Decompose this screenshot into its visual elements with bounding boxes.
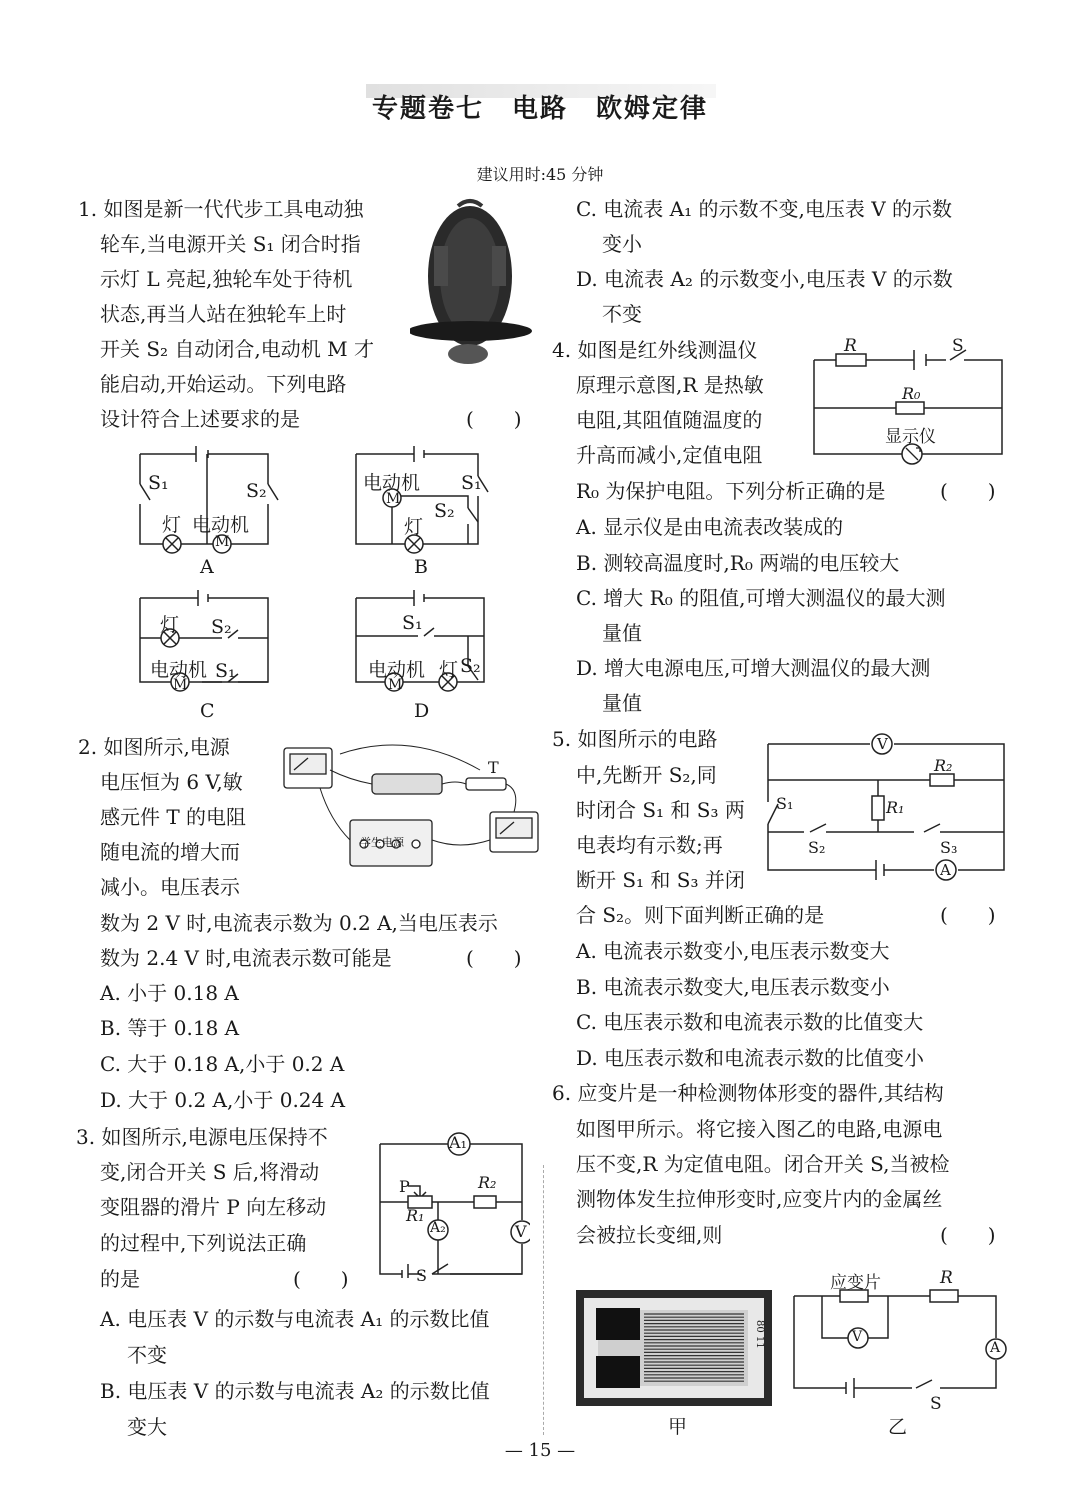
q2-line: 随电流的增大而 [100, 840, 240, 864]
q4-option-d-cont: 量值 [602, 691, 642, 715]
q1c-lamp: 灯 [160, 614, 180, 636]
q5-line: 电表均有示数;再 [576, 833, 723, 857]
q2-element-t: T [488, 758, 499, 777]
q2-option-a: A. 小于 0.18 A [100, 981, 239, 1005]
q2-supply-label: 学生电源 [360, 836, 404, 849]
q6-v: V [852, 1329, 863, 1345]
q5-line: 合 S₂。则下面判断正确的是 [576, 903, 825, 927]
q6-s: S [930, 1394, 942, 1414]
column-divider [543, 1165, 544, 1435]
q6-gauge-label: 应变片 [830, 1273, 881, 1293]
page-number: — 15 — [504, 1440, 576, 1461]
q1-circuit-b [348, 446, 498, 556]
suggested-time: 建议用时:45 分钟 [476, 165, 604, 184]
q3-s: S [416, 1266, 427, 1285]
q5-option-b: B. 电流表示数变大,电压表示数变小 [576, 975, 890, 999]
q6-line: 测物体发生拉伸形变时,应变片内的金属丝 [576, 1187, 943, 1211]
q1b-s1: S₁ [461, 472, 482, 494]
q4-line: 原理示意图,R 是热敏 [576, 373, 764, 397]
page-title: 专题卷七 电路 欧姆定律 [371, 94, 708, 124]
q5-line: 5. 如图所示的电路 [552, 727, 718, 751]
q1-line: 示灯 L 亮起,独轮车处于待机 [100, 267, 353, 291]
q6-a: A [990, 1340, 1001, 1356]
q5-s1: S₁ [776, 794, 794, 813]
q3-option-d: D. 电流表 A₂ 的示数变小,电压表 V 的示数 [576, 267, 953, 291]
q4-r: R [844, 336, 857, 356]
figure-yi-label: 乙 [888, 1416, 908, 1438]
q1a-lamp: 灯 [162, 514, 182, 536]
q3-option-b: B. 电压表 V 的示数与电流表 A₂ 的示数比值 [100, 1379, 490, 1403]
q2-line: 数为 2 V 时,电流表示数为 0.2 A,当电压表示 [100, 911, 498, 935]
q1a-s2: S₂ [246, 480, 267, 502]
q3-r2: R₂ [478, 1173, 497, 1192]
q5-a: A [940, 861, 951, 879]
q5-line: 中,先断开 S₂,同 [576, 763, 717, 787]
q3-line: 变,闭合开关 S 后,将滑动 [100, 1160, 320, 1184]
q3-option-a-cont: 不变 [127, 1343, 167, 1367]
q3-r1: R₁ [406, 1206, 425, 1225]
q1d-s2: S₂ [460, 655, 481, 677]
q1b-s2: S₂ [434, 500, 455, 522]
q1-line: 状态,再当人站在独轮车上时 [100, 302, 347, 326]
q1d-m: M [388, 677, 403, 693]
unicycle-photo [410, 196, 535, 366]
q1d-s1: S₁ [402, 612, 423, 634]
q5-line: 时闭合 S₁ 和 S₃ 两 [576, 798, 745, 822]
q4-line: 电阻,其阻值随温度的 [576, 408, 763, 432]
q5-option-d: D. 电压表示数和电流表示数的比值变小 [576, 1046, 925, 1070]
q1a-motor: 电动机 [192, 514, 250, 536]
q3-option-d-cont: 不变 [602, 302, 642, 326]
q4-s: S [952, 336, 964, 356]
q1d-motor: 电动机 [368, 659, 426, 681]
q6-r: R [940, 1268, 953, 1288]
answer-bracket: ( ) [466, 946, 522, 970]
q3-v: V [515, 1222, 527, 1241]
q1-line: 1. 如图是新一代代步工具电动独 [78, 197, 364, 221]
q5-r2: R₂ [934, 756, 953, 775]
q6-line: 压不变,R 为定值电阻。闭合开关 S,当被检 [576, 1152, 950, 1176]
q2-line: 减小。电压表示 [100, 875, 240, 899]
strain-gauge-photo [576, 1290, 772, 1406]
q5-s2: S₂ [808, 838, 826, 857]
answer-bracket: ( ) [940, 903, 996, 927]
q1-line: 开关 S₂ 自动闭合,电动机 M 才 [100, 337, 374, 361]
option-d-label: D [414, 700, 430, 722]
q2-line: 电压恒为 6 V,敏 [100, 770, 243, 794]
q5-option-a: A. 电流表示数变小,电压表示数变大 [576, 939, 890, 963]
q2-line: 2. 如图所示,电源 [78, 735, 230, 759]
q5-line: 断开 S₁ 和 S₃ 并闭 [576, 868, 745, 892]
q4-option-c: C. 增大 R₀ 的阻值,可增大测温仪的最大测 [576, 586, 946, 610]
q1a-s1: S₁ [148, 472, 169, 494]
q2-option-b: B. 等于 0.18 A [100, 1016, 240, 1040]
answer-bracket: ( ) [466, 407, 522, 431]
q4-line: 4. 如图是红外线测温仪 [552, 338, 758, 362]
q1c-m: M [173, 677, 188, 693]
q3-option-b-cont: 变大 [127, 1415, 167, 1439]
q1-line: 设计符合上述要求的是 [100, 407, 300, 431]
option-c-label: C [200, 700, 215, 722]
q1b-m: M [386, 491, 401, 507]
q3-line: 的过程中,下列说法正确 [100, 1231, 307, 1255]
q4-line: R₀ 为保护电阻。下列分析正确的是 [576, 479, 886, 503]
q4-circuit [810, 340, 1006, 470]
option-b-label: B [414, 556, 428, 578]
q3-p: P [399, 1177, 410, 1196]
q3-a1: A₁ [449, 1133, 467, 1152]
q6-line: 会被拉长变细,则 [576, 1223, 723, 1247]
answer-bracket: ( ) [940, 479, 996, 503]
q3-line: 变阻器的滑片 P 向左移动 [100, 1195, 327, 1219]
q3-line: 的是 [100, 1267, 140, 1291]
answer-bracket: ( ) [293, 1267, 349, 1291]
q4-line: 升高而减小,定值电阻 [576, 443, 763, 467]
q6-line: 如图甲所示。将它接入图乙的电路,电源电 [576, 1117, 943, 1141]
q3-line: 3. 如图所示,电源电压保持不 [76, 1125, 328, 1149]
q5-option-c: C. 电压表示数和电流表示数的比值变大 [576, 1010, 924, 1034]
answer-bracket: ( ) [940, 1223, 996, 1247]
q5-s3: S₃ [940, 838, 958, 857]
q4-option-b: B. 测较高温度时,R₀ 两端的电压较大 [576, 551, 900, 575]
q1a-m: M [215, 534, 230, 550]
q6-circuit [790, 1286, 1010, 1406]
figure-jia-label: 甲 [668, 1416, 688, 1438]
q5-v: V [877, 735, 888, 753]
q2-line: 感元件 T 的电阻 [100, 805, 247, 829]
q2-apparatus-figure [280, 740, 542, 870]
q1c-s2: S₂ [211, 616, 232, 638]
gauge-marking: 80 11 [754, 1320, 765, 1349]
q1b-motor: 电动机 [363, 472, 421, 494]
q2-option-d: D. 大于 0.2 A,小于 0.24 A [100, 1088, 346, 1112]
q2-option-c: C. 大于 0.18 A,小于 0.2 A [100, 1052, 345, 1076]
q4-display: 显示仪 [885, 427, 936, 447]
q1c-motor: 电动机 [150, 659, 208, 681]
q2-line: 数为 2.4 V 时,电流表示数可能是 [100, 946, 392, 970]
q1b-lamp: 灯 [404, 516, 424, 538]
q5-r1: R₁ [886, 798, 905, 817]
q4-r0: R₀ [902, 384, 921, 403]
q1-line: 轮车,当电源开关 S₁ 闭合时指 [100, 232, 361, 256]
q4-option-c-cont: 量值 [602, 621, 642, 645]
q6-line: 6. 应变片是一种检测物体形变的器件,其结构 [552, 1081, 944, 1105]
q4-option-a: A. 显示仪是由电流表改装成的 [576, 515, 844, 539]
q3-option-c-cont: 变小 [602, 232, 642, 256]
q1d-lamp: 灯 [439, 659, 459, 681]
q1-line: 能启动,开始运动。下列电路 [100, 372, 347, 396]
q3-a2: A₂ [430, 1220, 446, 1236]
q3-option-c: C. 电流表 A₁ 的示数不变,电压表 V 的示数 [576, 197, 952, 221]
q3-option-a: A. 电压表 V 的示数与电流表 A₁ 的示数比值 [100, 1307, 490, 1331]
q4-option-d: D. 增大电源电压,可增大测温仪的最大测 [576, 656, 931, 680]
option-a-label: A [200, 556, 214, 578]
q1c-s1: S₁ [215, 660, 236, 682]
